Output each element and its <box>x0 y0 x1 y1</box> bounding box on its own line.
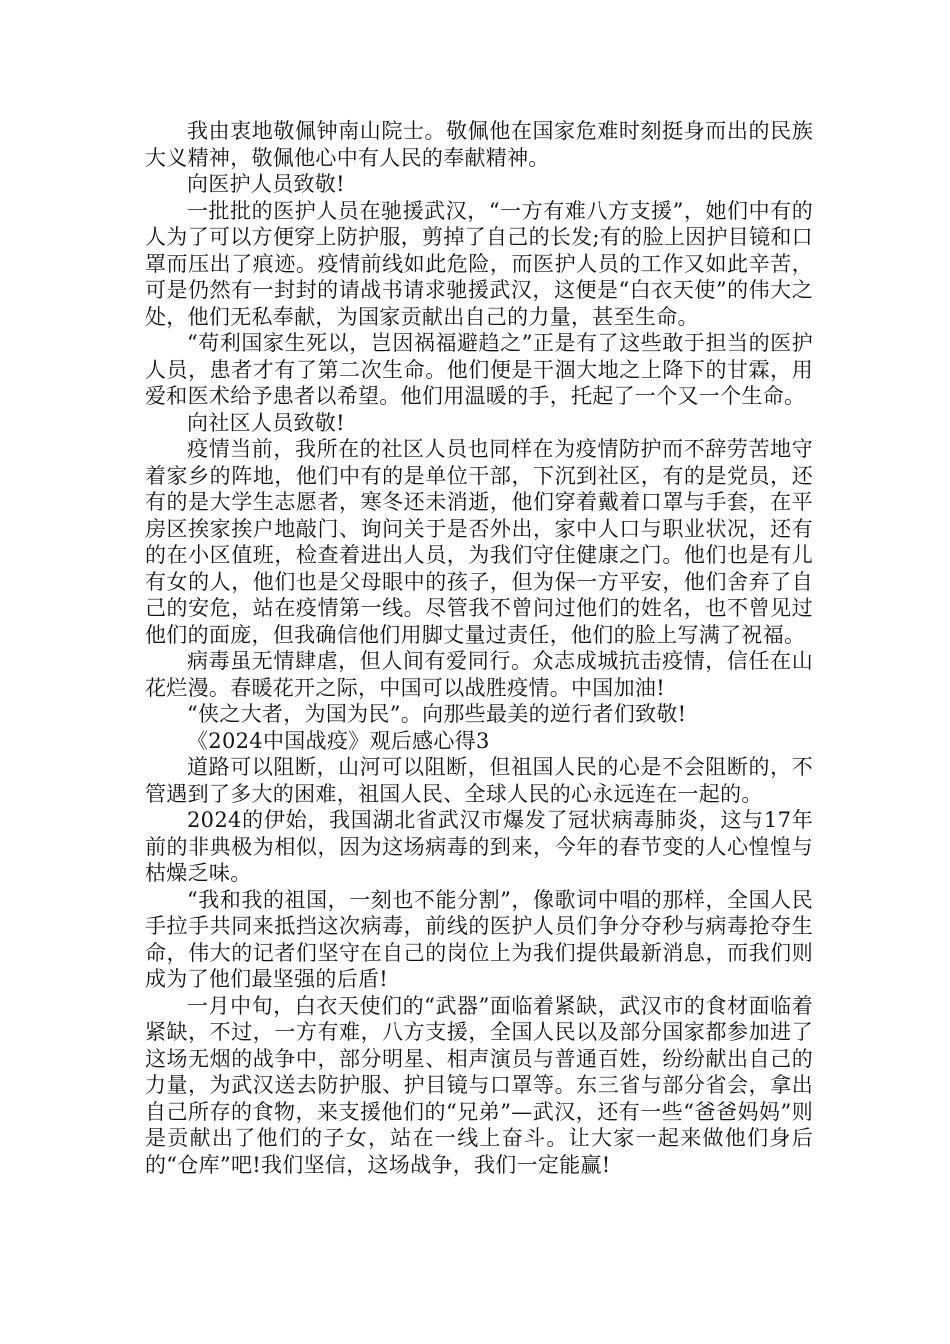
paragraph-admire-zhong-nanshan: 我由衷地敬佩钟南山院士。敬佩他在国家危难时刻挺身而出的民族大义精神，敬佩他心中有人民的奉献精神。 <box>145 119 813 170</box>
document-page <box>145 118 813 1178</box>
paragraph-quote-medical: “苟利国家生死以，岂因祸福避趋之”正是有了这些敢于担当的医护人员，患者才有了第二次生命。他们便是干涸大地之上降下的甘霖，用爱和医术给予患者以希望。他们用温暖的手，托起了一个又一个生命。 <box>145 331 813 408</box>
paragraph-me-and-my-country: “我和我的祖国，一刻也不能分割”，像歌词中唱的那样，全国人民手拉手共同来抵挡这次病毒，前线的医护人员们争分夺秒与病毒抢夺生命，伟大的记者们坚守在自己的岗位上为我们提供最新消息，而我们则成为了他们最坚强的后盾! <box>145 887 813 991</box>
paragraph-medical-staff: 一批批的医护人员在驰援武汉，“一方有难八方支援”，她们中有的人为了可以方便穿上防护服，剪掉了自己的长发;有的脸上因护目镜和口罩而压出了痕迹。疫情前线如此危险，而医护人员的工作又如此辛苦，可是仍然有一封封的请战书请求驰援武汉，这便是“白衣天使”的伟大之处，他们无私奉献，为国家贡献出自己的力量，甚至生命。 <box>145 198 813 329</box>
paragraph-mid-january: 一月中旬，白衣天使们的“武器”面临着紧缺，武汉市的食材面临着紧缺，不过，一方有难，八方支援，全国人民以及部分国家都参加进了这场无烟的战争中，部分明星、相声演员与普通百姓，纷纷献出自己的力量，为武汉送去防护服、护目镜与口罩等。东三省与部分省会，拿出自己所存的食物，来支援他们的“兄弟”—武汉，还有一些“爸爸妈妈”则是贡献出了他们的子女，站在一线上奋斗。让大家一起来做他们身后的“仓库”吧!我们坚信，这场战争，我们一定能赢! <box>145 993 813 1177</box>
heading-salute-community-staff: 向社区人员致敬! <box>187 410 345 435</box>
heading-salute-medical-staff: 向医护人员致敬! <box>187 172 345 196</box>
paragraph-virus-ruthless: 病毒虽无情肆虐，但人间有爱同行。众志成城抗击疫情，信任在山花烂漫。春暖花开之际，中国可以战胜疫情。中国加油! <box>145 649 813 700</box>
section-title-essay-3: 《2024中国战疫》观后感心得3 <box>187 728 490 753</box>
paragraph-outbreak-start: 2024的伊始，我国湖北省武汉市爆发了冠状病毒肺炎，这与17年前的非典极为相似，因为这场病毒的到来，今年的春节变的人心惶惶与枯燥乏味。 <box>145 808 813 885</box>
paragraph-roads-blocked: 道路可以阻断，山河可以阻断，但祖国人民的心是不会阻断的，不管遇到了多大的困难，祖国人民、全球人民的心永远连在一起的。 <box>145 755 813 806</box>
paragraph-hero-quote: “侠之大者，为国为民”。向那些最美的逆行者们致敬! <box>187 702 687 726</box>
paragraph-community-staff: 疫情当前，我所在的社区人员也同样在为疫情防护而不辞劳苦地守着家乡的阵地，他们中有的是单位干部，下沉到社区，有的是党员，还有的是大学生志愿者，寒冬还未消逝，他们穿着戴着口罩与手套，在平房区挨家挨户地敲门、询问关于是否外出，家中人口与职业状况，还有的在小区值班，检查着进出人员，为我们守住健康之门。他们也是有儿有女的人，他们也是父母眼中的孩子，但为保一方平安，他们舍弃了自己的安危，站在疫情第一线。尽管我不曾问过他们的姓名，也不曾见过他们的面庞，但我确信他们用脚丈量过责任，他们的脸上写满了祝福。 <box>145 437 813 647</box>
